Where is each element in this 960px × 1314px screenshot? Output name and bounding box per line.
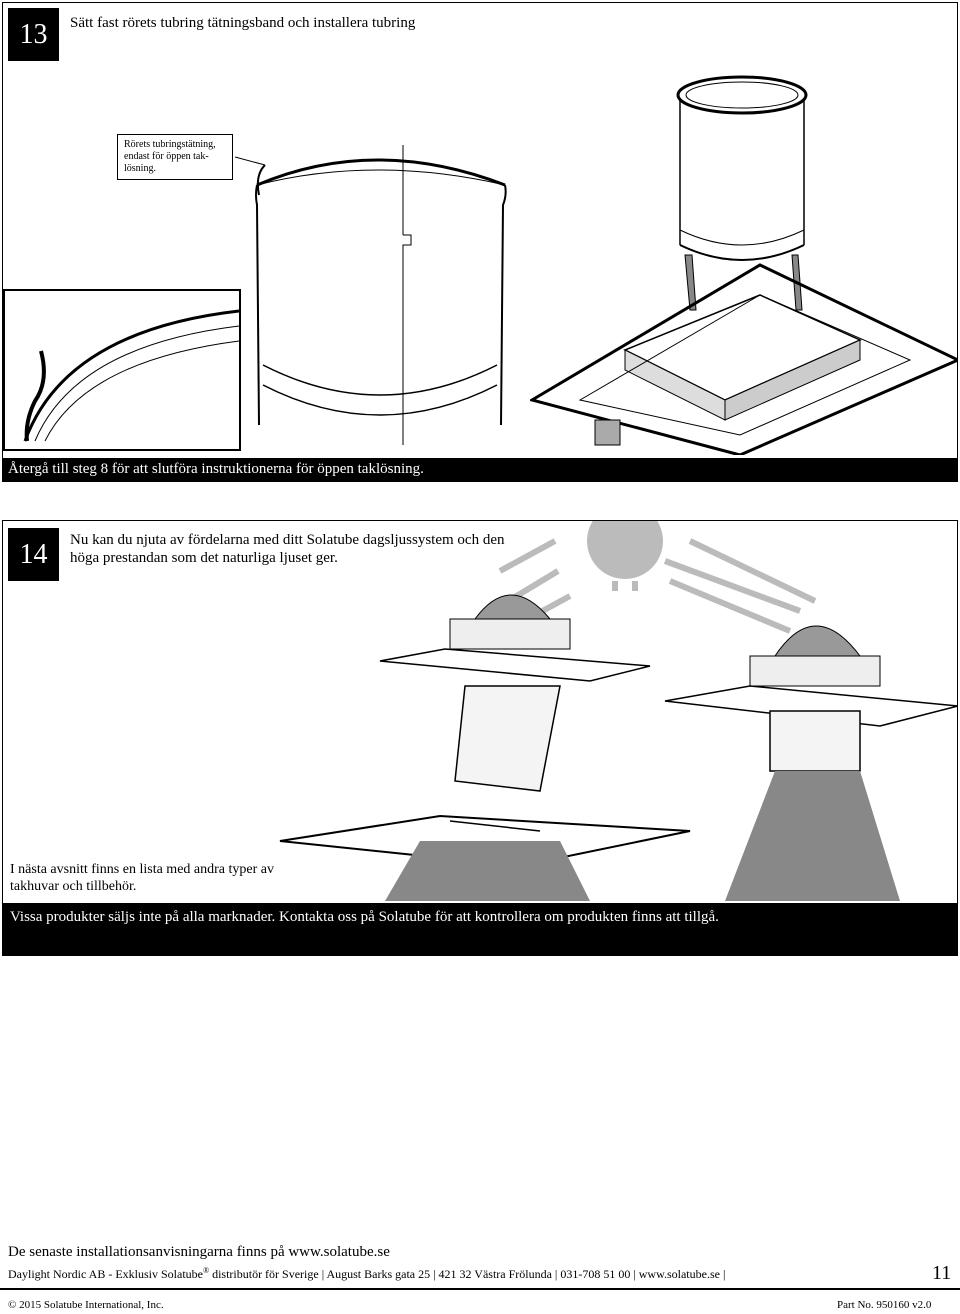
footer-latest-instructions: De senaste installationsanvisningarna finns på www.solatube.se (8, 1244, 390, 1260)
step-13-title: Sätt fast rörets tubring tätningsband och installera tubring (70, 15, 416, 31)
step-14-number: 14 (8, 528, 59, 581)
step-14-note-line2: takhuvar och tillbehör. (10, 879, 137, 894)
step-14-title-line1: Nu kan du njuta av fördelarna med ditt Solatube dagsljussystem och den (70, 532, 505, 548)
skylight-illustration (270, 521, 958, 904)
footer-part-number: Part No. 950160 v2.0 (837, 1299, 932, 1311)
step-13-bar: Återgå till steg 8 för att slutföra instruktionerna för öppen taklösning. (2, 458, 958, 482)
step-13-number: 13 (8, 8, 59, 61)
step-13-callout: Rörets tubringstätning, endast för öppen tak-lösning. (117, 134, 233, 180)
step-14-bar: Vissa produkter säljs inte på alla marknader. Kontakta oss på Solatube för att kontrollera om produkten finns att tillgå. (2, 903, 958, 956)
callout-leader (235, 157, 265, 165)
footer-company-name: Daylight Nordic AB - Exklusiv Solatube (8, 1267, 203, 1281)
seal-detail-illustration (5, 291, 239, 449)
step-14-note-line1: I nästa avsnitt finns en lista med andra typer av (10, 862, 274, 877)
registered-mark: ® (202, 1266, 210, 1275)
footer-rule (0, 1288, 960, 1290)
step-14-title-line2: höga prestandan som det naturliga ljuset ger. (70, 550, 338, 566)
tube-seal-illustration (235, 125, 525, 445)
footer-copyright: © 2015 Solatube International, Inc. (8, 1299, 164, 1311)
footer-company (8, 1266, 725, 1282)
footer-company-details: distributör för Sverige | August Barks gata 25 | 421 32 Västra Frölunda | 031-708 51 00 | www.solatube.se | (209, 1267, 726, 1281)
sun-icon (587, 521, 663, 579)
page-number: 11 (932, 1262, 952, 1284)
tube-install-illustration (530, 70, 958, 455)
